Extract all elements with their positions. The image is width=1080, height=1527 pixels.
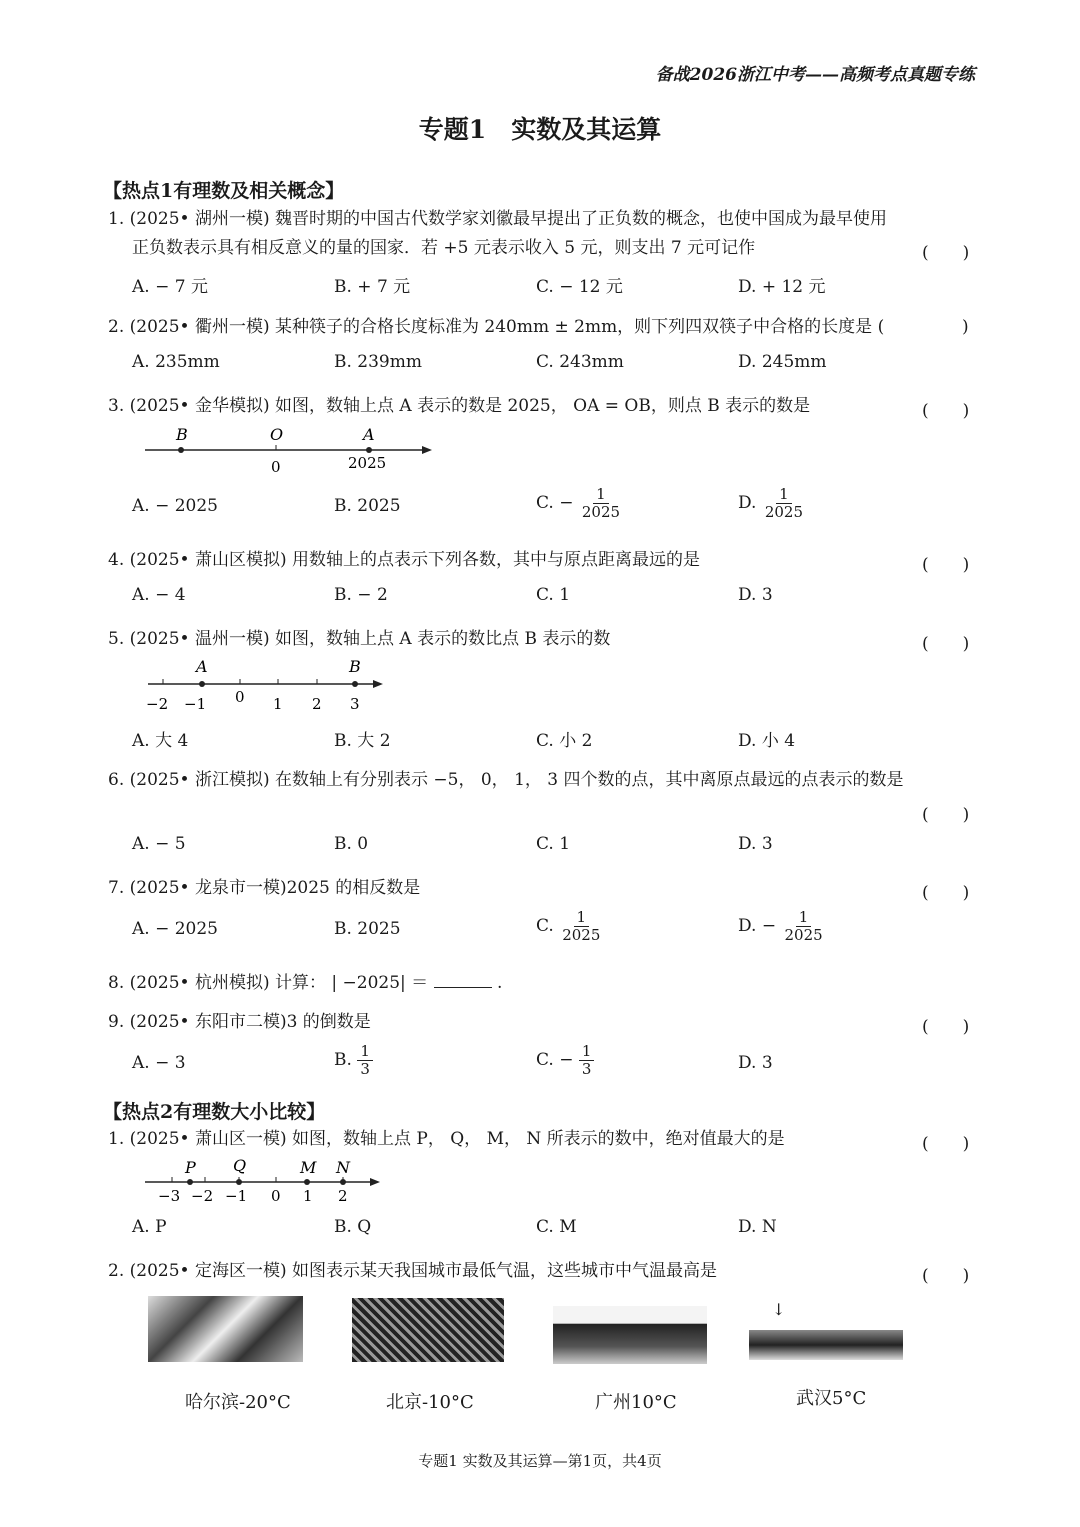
point-a: [199, 681, 205, 687]
label-a: A: [363, 425, 375, 444]
point-q: [236, 1179, 242, 1185]
option-c-prefix: C.: [536, 916, 554, 936]
tick: 3: [350, 695, 360, 713]
label-a: A: [196, 657, 208, 676]
option-b-prefix: B.: [334, 1050, 352, 1070]
point-b: [352, 681, 358, 687]
question-1-3-text: 3. (2025• 金华模拟) 如图，数轴上点 A 表示的数是 2025， OA = OB，则点 B 表示的数是: [108, 396, 811, 416]
tick-2025: 2025: [348, 454, 387, 472]
label-b: B: [176, 425, 188, 444]
question-1-8-text: 8. (2025• 杭州模拟) 计算： | −2025| ＝: [108, 973, 429, 993]
option-a[interactable]: A. − 7 元: [132, 277, 208, 297]
question-1-1-text-2: 正负数表示具有相反意义的量的国家．若 +5 元表示收入 5 元，则支出 7 元可记作: [132, 238, 756, 258]
option-b[interactable]: B. − 2: [334, 585, 388, 605]
fraction: $\frac{1}{2025}$: [562, 908, 601, 944]
arrow-down-icon: ↓: [772, 1300, 786, 1319]
tick: −3: [158, 1187, 181, 1205]
tick-0: 0: [271, 458, 281, 476]
option-c[interactable]: [536, 1043, 594, 1078]
label-b: B: [349, 657, 361, 676]
option-c[interactable]: C. 小 2: [536, 731, 593, 751]
tick: 0: [235, 688, 245, 706]
answer-paren[interactable]: ( ): [922, 805, 970, 825]
tick: −2: [191, 1187, 214, 1205]
option-a[interactable]: A. − 5: [132, 834, 186, 854]
option-b[interactable]: B. 2025: [334, 919, 401, 939]
option-b[interactable]: B. 0: [334, 834, 369, 854]
option-c-prefix: C. −: [536, 1050, 574, 1070]
tick: 2: [312, 695, 322, 713]
city-caption: 北京-10°C: [386, 1392, 474, 1413]
option-a[interactable]: A. − 3: [132, 1053, 186, 1073]
tick: 2: [338, 1187, 348, 1205]
city-caption: 哈尔滨-20°C: [185, 1392, 291, 1413]
question-1-1-text: 1. (2025• 湖州一模) 魏晋时期的中国古代数学家刘徽最早提出了正负数的概念，也使中国成为最早使用: [108, 209, 887, 229]
answer-paren[interactable]: ( ): [922, 555, 970, 575]
section-heading-1: 【热点1有理数及相关概念】: [103, 180, 345, 202]
point-n: [340, 1179, 346, 1185]
label-o: O: [270, 425, 284, 444]
answer-paren[interactable]: ( ): [922, 401, 970, 421]
option-d-prefix: D.: [738, 493, 757, 513]
answer-paren[interactable]: ( ): [922, 1266, 970, 1286]
option-b[interactable]: B. Q: [334, 1217, 372, 1237]
option-a[interactable]: A. − 2025: [132, 919, 218, 939]
option-a[interactable]: A. P: [132, 1217, 167, 1237]
option-d[interactable]: D. N: [738, 1217, 777, 1237]
city-photo-wuhan: [749, 1330, 903, 1360]
number-line-q3: [140, 420, 440, 480]
question-1-9-text: 9. (2025• 东阳市二模)3 的倒数是: [108, 1012, 371, 1032]
option-a[interactable]: A. 大 4: [132, 731, 189, 751]
option-a[interactable]: A. − 2025: [132, 496, 218, 516]
point-p: [187, 1179, 193, 1185]
fraction: $\frac{1}{2025}$: [581, 485, 621, 521]
page-title: 专题1 实数及其运算: [418, 115, 662, 144]
option-a[interactable]: A. 235mm: [132, 352, 220, 372]
label-q: Q: [233, 1156, 247, 1175]
question-1-5-text: 5. (2025• 温州一模) 如图，数轴上点 A 表示的数比点 B 表示的数: [108, 629, 611, 649]
tick: −1: [184, 695, 207, 713]
answer-paren[interactable]: ( ): [922, 883, 970, 903]
point-m: [304, 1179, 310, 1185]
option-d[interactable]: D. 3: [738, 834, 773, 854]
answer-paren[interactable]: ( ): [922, 243, 970, 263]
answer-paren[interactable]: ( ): [922, 634, 970, 654]
option-d[interactable]: D. 245mm: [738, 352, 827, 372]
city-caption: 武汉5°C: [796, 1388, 867, 1409]
option-c[interactable]: [536, 486, 623, 521]
option-d[interactable]: [738, 909, 826, 944]
answer-paren-close[interactable]: ): [962, 317, 969, 337]
option-d[interactable]: [738, 486, 806, 521]
option-c[interactable]: C. 1: [536, 834, 571, 854]
option-a[interactable]: A. − 4: [132, 585, 186, 605]
city-caption: 广州10°C: [595, 1392, 677, 1413]
city-photo-guangzhou: [553, 1306, 707, 1364]
fraction: $\frac{1}{3}$: [357, 1043, 373, 1078]
option-d[interactable]: D. + 12 元: [738, 277, 826, 297]
option-c[interactable]: C. M: [536, 1217, 577, 1237]
answer-paren[interactable]: ( ): [922, 1017, 970, 1037]
option-b[interactable]: B. 2025: [334, 496, 401, 516]
question-1-4-text: 4. (2025• 萧山区模拟) 用数轴上的点表示下列各数，其中与原点距离最远的是: [108, 550, 700, 570]
fraction: $\frac{1}{2025}$: [764, 485, 804, 521]
question-1-6-text: 6. (2025• 浙江模拟) 在数轴上有分别表示 −5， 0， 1， 3 四个数的点，其中离原点最远的点表示的数是: [108, 770, 904, 790]
fraction: $\frac{1}{3}$: [579, 1043, 595, 1078]
tick: 1: [273, 695, 283, 713]
question-end-mark: .: [496, 973, 503, 993]
label-m: M: [300, 1158, 317, 1177]
tick: −2: [146, 695, 169, 713]
option-b[interactable]: B. 239mm: [334, 352, 422, 372]
tick: 1: [303, 1187, 313, 1205]
option-b[interactable]: B. 大 2: [334, 731, 391, 751]
question-2-2-text: 2. (2025• 定海区一模) 如图表示某天我国城市最低气温，这些城市中气温最高是: [108, 1261, 717, 1281]
tick: 0: [271, 1187, 281, 1205]
point-a: [366, 447, 372, 453]
option-c[interactable]: C. 1: [536, 585, 571, 605]
page-header: 备战2026浙江中考——高频考点真题专练: [655, 65, 975, 85]
question-1-7-text: 7. (2025• 龙泉市一模)2025 的相反数是: [108, 878, 421, 898]
section-heading-2: 【热点2有理数大小比较】: [103, 1101, 326, 1123]
page-footer: 专题1 实数及其运算—第1页，共4页: [418, 1452, 662, 1470]
option-c[interactable]: C. 243mm: [536, 352, 624, 372]
city-photo-beijing: [352, 1298, 504, 1362]
question-2-1-text: 1. (2025• 萧山区一模) 如图，数轴上点 P， Q， M， N 所表示的数中，绝对值最大的是: [108, 1129, 785, 1149]
question-1-2-text: 2. (2025• 衢州一模) 某种筷子的合格长度标准为 240mm ± 2mm，则下列四双筷子中合格的长度是 (: [108, 317, 885, 337]
label-n: N: [336, 1158, 350, 1177]
number-line-q5: [140, 655, 390, 713]
city-photo-harbin: [148, 1296, 303, 1362]
option-c-prefix: C. −: [536, 493, 574, 513]
question-1-8: [108, 968, 502, 998]
option-b[interactable]: [334, 1043, 373, 1078]
label-p: P: [185, 1158, 196, 1177]
option-c[interactable]: C. − 12 元: [536, 277, 623, 297]
answer-blank[interactable]: [434, 971, 492, 988]
option-d[interactable]: D. 3: [738, 1053, 773, 1073]
number-line-s2-q1: [140, 1156, 390, 1208]
option-d-prefix: D. −: [738, 916, 777, 936]
option-b[interactable]: B. + 7 元: [334, 277, 411, 297]
point-b: [178, 447, 184, 453]
fraction: $\frac{1}{2025}$: [784, 908, 823, 944]
option-d[interactable]: D. 小 4: [738, 731, 796, 751]
tick: −1: [225, 1187, 248, 1205]
option-d[interactable]: D. 3: [738, 585, 773, 605]
option-c[interactable]: [536, 909, 603, 944]
answer-paren[interactable]: ( ): [922, 1134, 970, 1154]
